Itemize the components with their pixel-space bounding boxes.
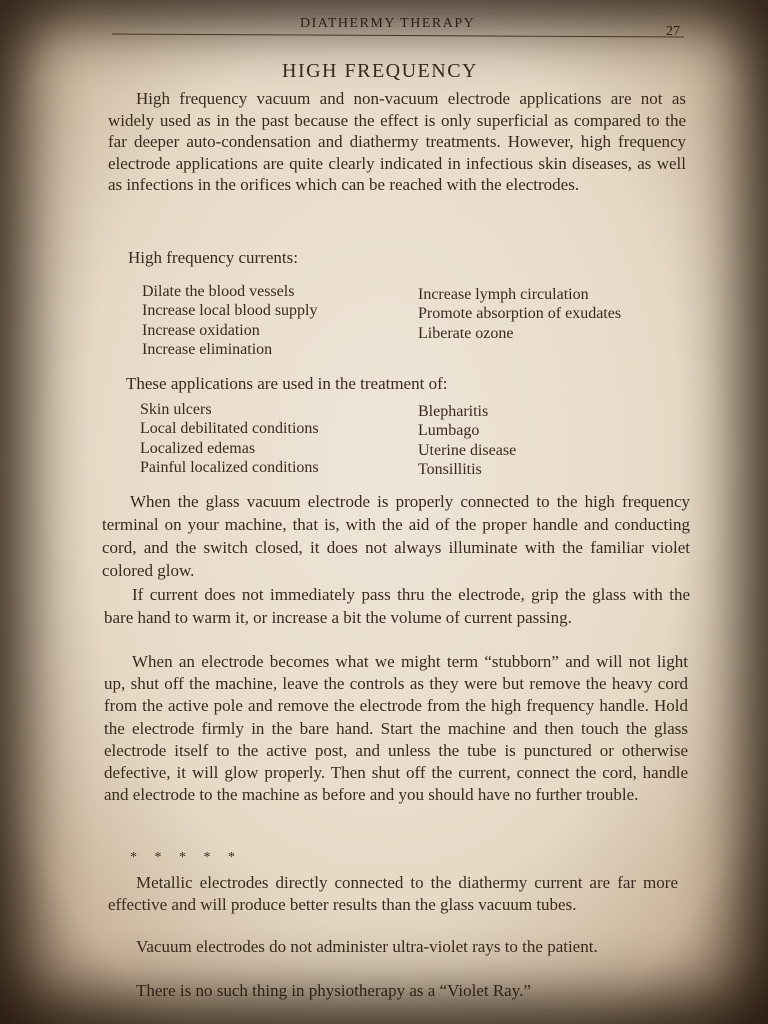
treatments-list-right <box>418 402 516 479</box>
closing-paragraph: There is no such thing in physiotherapy as a “Violet Ray.” <box>136 981 531 1000</box>
body-paragraph: When an electrode becomes what we might term “stubborn” and will not light up, shut off the machine, leave the controls as they were but remove the heavy cord from the active pole and remove the electrode from the high frequency handle. Hold the electrode firmly in the bare hand. Start the machine and then touch the glass electrode itself to the active post, and unless the tube is punctured or otherwise defective, it will glow properly. Then shut off the current, connect the cord, handle and electrode to the machine as before and you should have no further trouble. <box>104 652 688 805</box>
list-item: Tonsillitis <box>418 460 482 478</box>
list-item: Dilate the blood vessels <box>142 283 295 300</box>
currents-list-right <box>418 285 621 343</box>
list-item: Blepharitis <box>418 403 489 420</box>
list-item: Increase oxidation <box>142 321 260 339</box>
header-rule <box>112 34 684 38</box>
list-item: Increase lymph circulation <box>418 286 589 303</box>
intro-paragraph: High frequency vacuum and non-vacuum electrode applications are not as widely used as in the past because the effect is only superficial as compared to the far deeper auto-condensation and diathermy treatments. However, high frequency electrode applications are quite clearly indicated in infectious skin diseases, as well as infections in the orifices which can be reached with the electrodes. <box>108 89 686 194</box>
closing-paragraph: Metallic electrodes directly connected to the diathermy current are far more effective and will produce better results than the glass vacuum tubes. <box>108 873 678 914</box>
list-item: Uterine disease <box>418 441 517 459</box>
list-item: Lumbago <box>418 422 480 440</box>
list-item: Localized edemas <box>140 439 256 457</box>
closing-paragraph: Vacuum electrodes do not administer ultra-violet rays to the patient. <box>136 937 598 956</box>
body-paragraph: If current does not immediately pass thru the electrode, grip the glass with the bare hand to warm it, or increase a bit the volume of current passing. <box>104 585 690 627</box>
list-item: Liberate ozone <box>418 324 514 342</box>
treatments-list-left <box>140 400 319 477</box>
treatments-label: These applications are used in the treatment of: <box>126 374 448 393</box>
currents-label: High frequency currents: <box>128 248 298 267</box>
list-item: Local debilitated conditions <box>140 420 319 438</box>
body-paragraph: When the glass vacuum electrode is properly connected to the high frequency terminal on your machine, that is, with the aid of the proper handle and conducting cord, and the switch closed, it does not always illuminate with the familiar violet colored glow. <box>102 492 690 580</box>
list-item: Skin ulcers <box>140 401 212 418</box>
page-number: 27 <box>666 24 680 39</box>
list-item: Increase local blood supply <box>142 302 318 320</box>
running-head: DIATHERMY THERAPY <box>300 16 476 31</box>
section-heading: HIGH FREQUENCY <box>282 60 478 82</box>
currents-list-left <box>142 282 318 359</box>
list-item: Increase elimination <box>142 340 273 358</box>
list-item: Promote absorption of exudates <box>418 305 622 323</box>
section-separator: * * * * * <box>130 850 242 865</box>
list-item: Painful localized conditions <box>140 458 319 476</box>
